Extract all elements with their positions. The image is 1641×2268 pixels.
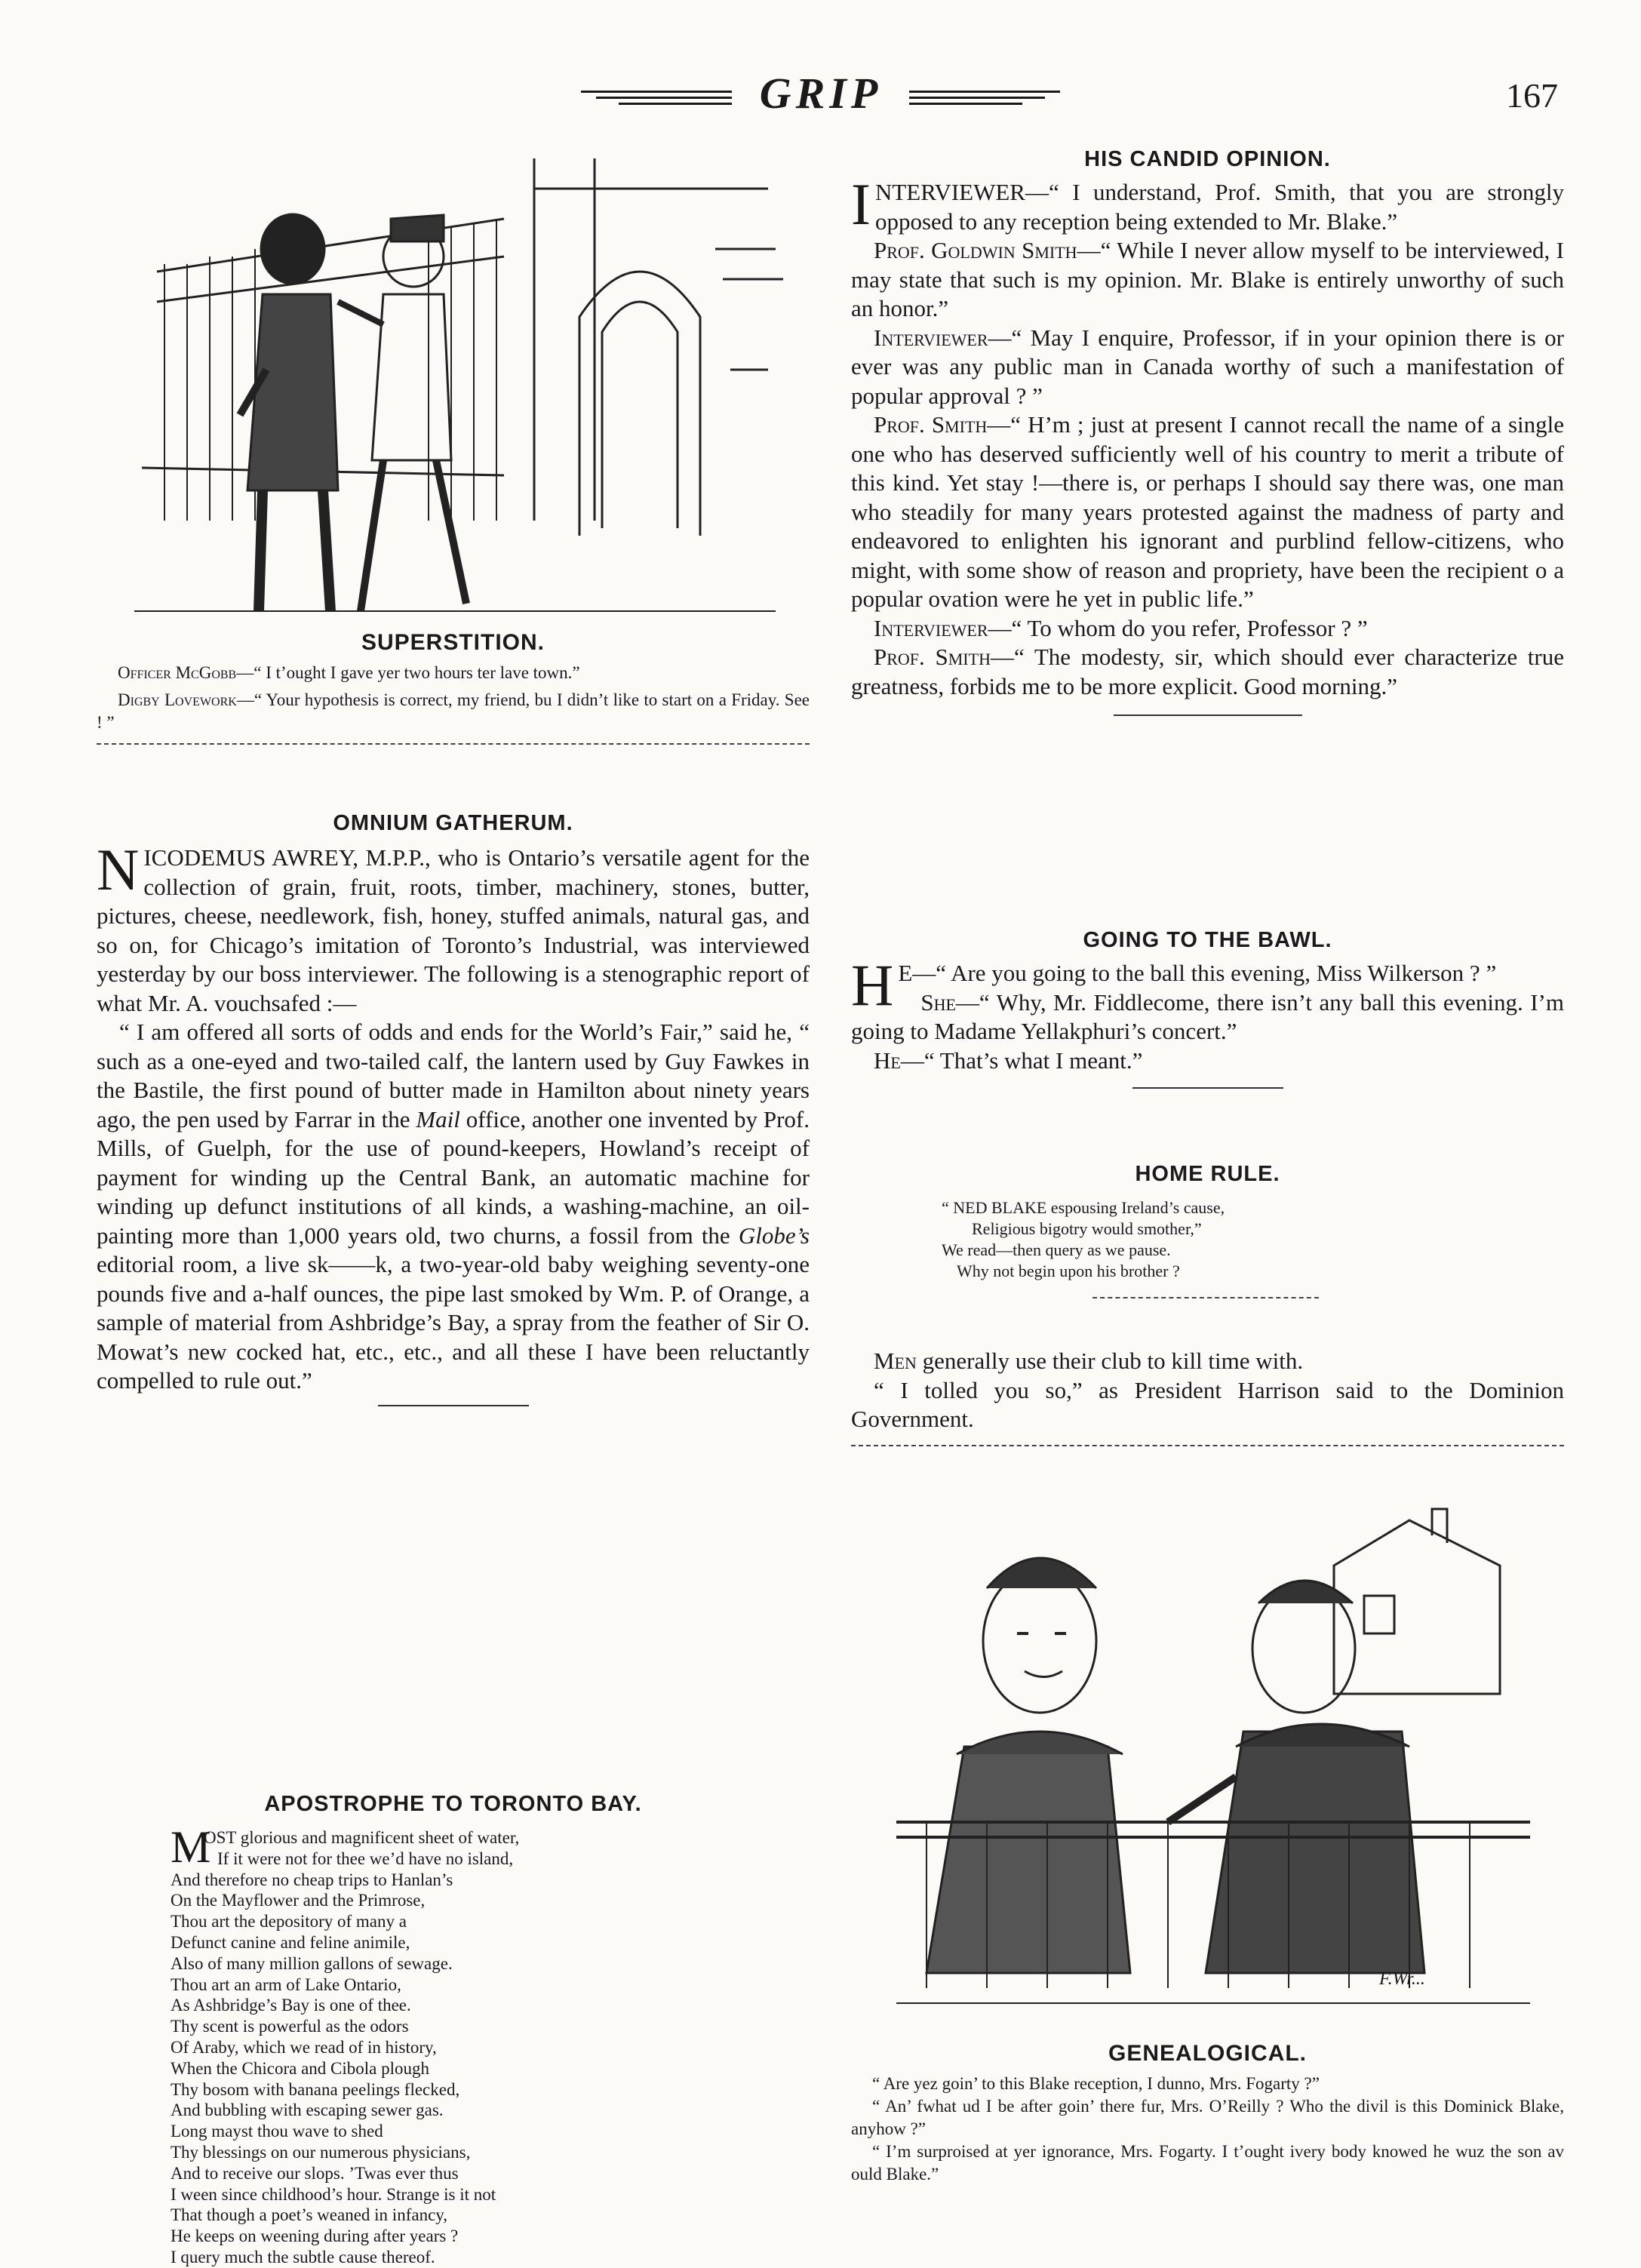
divider xyxy=(378,1405,529,1406)
bawl-p2-speaker: She xyxy=(920,988,956,1016)
candid-dropcap: I xyxy=(851,171,871,237)
apostrophe-line: And bubbling with escaping sewer gas. xyxy=(171,2101,444,2120)
candid-p3: —“ May I enquire, Professor, if in your opinion there is or ever was any public man in Canada worthy of such a manifestation of popular approval ? ” xyxy=(851,324,1564,409)
omnium-p2-a: “ I am offered all sorts of odds and ends for the World’s Fair,” said he, “ such as a one-eyed and two-tailed calf, the lantern used by Guy Fawkes in the Bastile, the first pound of butter made in Hamilton about ninety years ago, the pen used by Farrar in the xyxy=(97,1019,810,1132)
homerule-line-2: Religious bigotry would smother,” xyxy=(972,1219,1202,1238)
masthead xyxy=(0,68,1641,121)
divider xyxy=(1092,1297,1319,1298)
apostrophe-line: He keeps on weening during after years ? xyxy=(171,2227,459,2246)
candid-title: HIS CANDID OPINION. xyxy=(1084,147,1331,171)
illustrator-signature: F.Wr... xyxy=(1379,1969,1425,1989)
apostrophe-line: I query much the subtle cause thereof. xyxy=(171,2247,435,2266)
bawl-section xyxy=(851,928,1564,1089)
apostrophe-line: Thy blessings on our numerous physicians, xyxy=(171,2142,471,2162)
divider xyxy=(1132,1087,1283,1089)
divider xyxy=(851,1445,1564,1446)
masthead-title: GRIP xyxy=(759,69,883,118)
apostrophe-line: Thou art the depository of many a xyxy=(171,1912,407,1931)
homerule-section xyxy=(851,1162,1564,1298)
omnium-paragraph-2 xyxy=(97,1018,810,1396)
omnium-paragraph-1 xyxy=(97,837,810,1018)
candid-paragraph-3 xyxy=(851,324,1564,411)
joke-1-text: generally use their club to kill time with. xyxy=(916,1348,1304,1374)
genealogical-section xyxy=(851,2041,1564,2186)
bawl-title: GOING TO THE BAWL. xyxy=(1083,928,1332,952)
apostrophe-line: Thy scent is powerful as the odors xyxy=(171,2017,409,2036)
masthead-rule-left-2 xyxy=(596,97,732,99)
apostrophe-line: Also of many million gallons of sewage. xyxy=(171,1953,453,1973)
apostrophe-line: Thou art an arm of Lake Ontario, xyxy=(171,1975,401,1994)
apostrophe-line: That though a poet’s weaned in infancy, xyxy=(171,2205,448,2225)
bawl-p3-speaker: He xyxy=(874,1046,901,1074)
homerule-line-1: “ NED BLAKE espousing Ireland’s cause, xyxy=(942,1198,1225,1217)
apostrophe-line: And therefore no cheap trips to Hanlan’s xyxy=(171,1870,453,1889)
apostrophe-line: Of Araby, which we read of in history, xyxy=(171,2037,437,2057)
candid-paragraph-6 xyxy=(851,643,1564,701)
candid-p1: NTERVIEWER—“ I understand, Prof. Smith, that you are strongly opposed to any reception being extended to Mr. Blake.” xyxy=(874,179,1564,235)
candid-p2-speaker: Prof. Goldwin Smith xyxy=(874,237,1077,263)
divider xyxy=(1114,715,1302,716)
candid-p5: —“ To whom do you refer, Professor ? ” xyxy=(988,614,1368,641)
omnium-p2-b: office, another one invented by Prof. Mills, of Guelph, for the use of pound-keepers, Howland’s receipt of payment for winding up the Central Bank, an automatic machine for winding up defunct institutions of all kinds, a washing-machine, an oil-painting more than 1,000 years old, two churns, a fossil from the xyxy=(97,1105,810,1249)
genealogical-line-1: “ Are yez goin’ to this Blake reception, I dunno, Mrs. Fogarty ?” xyxy=(872,2074,1320,2093)
candid-paragraph-5 xyxy=(851,614,1564,644)
bawl-dropcap: H xyxy=(851,952,894,1018)
genealogical-line-2: “ An’ fwhat ud I be after goin’ there fur, Mrs. O’Reilly ? Who the divil is this Dominick Blake, anyhow ?” xyxy=(851,2097,1564,2138)
masthead-rule-right-2 xyxy=(909,97,1045,99)
candid-p6-speaker: Prof. Smith xyxy=(874,644,991,670)
candid-paragraph-1 xyxy=(851,171,1564,237)
candid-p5-speaker: Interviewer xyxy=(874,614,988,641)
homerule-line-4: Why not begin upon his brother ? xyxy=(957,1262,1180,1280)
omnium-section xyxy=(97,811,810,1406)
apostrophe-poem xyxy=(97,1822,810,2268)
candid-paragraph-2 xyxy=(851,236,1564,324)
genealogical-illustration xyxy=(881,1505,1545,2033)
superstition-line-1 xyxy=(97,662,810,684)
omnium-dropcap: N xyxy=(97,837,140,902)
omnium-p2-mail: Mail xyxy=(416,1105,460,1132)
superstition-illustration xyxy=(112,143,791,626)
apostrophe-line: Defunct canine and feline animile, xyxy=(171,1932,410,1952)
homerule-line-3: We read—then query as we pause. xyxy=(942,1240,1171,1259)
jokes-section xyxy=(851,1347,1564,1446)
omnium-p2-c: editorial room, a live sk——k, a two-year-old baby weighing seventy-one pounds five and a-half ounces, the pipe last smoked by Wm. P. of Orange, a sample of material from Ashbridge’s Bay, a spray from the feather of Sir O. Mowat’s new cocked hat, etc., etc., and all these I have been reluctantly compelled to rule out.” xyxy=(97,1251,810,1394)
bawl-paragraph-3 xyxy=(851,1046,1564,1076)
joke-2: “ I tolled you so,” as President Harrison said to the Dominion Government. xyxy=(851,1376,1564,1432)
omnium-p1-text: ICODEMUS AWREY, M.P.P., who is Ontario’s versatile agent for the collection of grain, fruit, roots, timber, machinery, stones, butter, pictures, cheese, needlework, fish, honey, stuffed animals, natural gas, and so on, for Chicago’s imitation of Toronto’s Industrial, was interviewed yesterday by our boss interviewer. The following is a stenographic report of what Mr. A. vouchsafed :— xyxy=(97,844,810,1016)
homerule-poem xyxy=(851,1197,1564,1282)
apostrophe-line: I ween since childhood’s hour. Strange is it not xyxy=(171,2184,496,2204)
candid-p4-speaker: Prof. Smith xyxy=(874,411,988,438)
apostrophe-line: As Ashbridge’s Bay is one of thee. xyxy=(171,1996,411,2015)
omnium-p2-globe: Globe’s xyxy=(738,1222,810,1249)
masthead-rule-left-3 xyxy=(619,103,732,105)
candid-paragraph-4 xyxy=(851,410,1564,614)
masthead-rule-right xyxy=(909,91,1060,93)
divider xyxy=(97,743,810,745)
candid-section xyxy=(851,147,1564,716)
apostrophe-line: Thy bosom with banana peelings flecked, xyxy=(171,2079,460,2099)
apostrophe-title: APOSTROPHE TO TORONTO BAY. xyxy=(264,1792,642,1816)
page-number: 167 xyxy=(1506,76,1558,115)
candid-p6: —“ The modesty, sir, which should ever characterize true greatness, forbids me to be more explicit. Good morning.” xyxy=(851,644,1564,699)
apostrophe-line: When the Chicora and Cibola plough xyxy=(171,2058,430,2078)
apostrophe-line: On the Mayflower and the Primrose, xyxy=(171,1891,426,1910)
apostrophe-dropcap: M xyxy=(171,1822,211,1872)
bawl-paragraph-2 xyxy=(851,988,1564,1046)
superstition-speaker-2: Digby Lovework xyxy=(118,690,237,709)
joke-1 xyxy=(851,1347,1564,1376)
bawl-p2: —“ Why, Mr. Fiddlecome, there isn’t any ball this evening. I’m going to Madame Yellakphuri’s concert.” xyxy=(851,988,1564,1044)
superstition-line-2 xyxy=(97,689,810,734)
superstition-text-1: —“ I t’ought I gave yer two hours ter lave town.” xyxy=(236,663,580,682)
apostrophe-line: Long mayst thou wave to shed xyxy=(171,2122,383,2141)
apostrophe-line: And to receive our slops. ’Twas ever thus xyxy=(171,2163,459,2183)
bawl-p1: E—“ Are you going to the ball this evening, Miss Wilkerson ? ” xyxy=(898,960,1497,986)
candid-p2: —“ While I never allow myself to be interviewed, I may state that such is my opinion. Mr. Blake is entirely unworthy of such an honor.” xyxy=(851,237,1564,321)
apostrophe-line: OST glorious and magnificent sheet of water, xyxy=(204,1828,520,1847)
superstition-speaker-1: Officer McGobb xyxy=(118,663,237,682)
apostrophe-section xyxy=(97,1792,810,2268)
apostrophe-line: If it were not for thee we’d have no island, xyxy=(217,1849,514,1868)
joke-1-lead: Men xyxy=(874,1348,917,1374)
homerule-title: HOME RULE. xyxy=(1135,1162,1280,1186)
candid-p3-speaker: Interviewer xyxy=(874,324,988,351)
genealogical-line-3: “ I’m surproised at yer ignorance, Mrs. Fogarty. I t’ought ivery body knowed he wuz the son av ould Blake.” xyxy=(851,2142,1564,2183)
bawl-p3: —“ That’s what I meant.” xyxy=(900,1046,1143,1074)
superstition-text-2: —“ Your hypothesis is correct, my friend, bu I didn’t like to start on a Friday. See ! ” xyxy=(97,690,810,732)
genealogical-title: GENEALOGICAL. xyxy=(1108,2041,1307,2066)
candid-p4: —“ H’m ; just at present I cannot recall the name of a single one who has deserved sufficiently well of his country to merit a tribute of this kind. Yet stay !—there is, or perhaps I should say there was, one man who steadily for many years protested against the madness of party and endeavored to enlighten his ignorant and purblind fellow-citizens, who might, with some show of reason and propriety, have been the recipient o a popular ovation were he yet in public life.” xyxy=(851,411,1564,612)
masthead-rule-right-3 xyxy=(909,103,1022,105)
omnium-title: OMNIUM GATHERUM. xyxy=(333,811,573,835)
superstition-title: SUPERSTITION. xyxy=(361,630,545,655)
masthead-rule-left xyxy=(581,91,732,93)
